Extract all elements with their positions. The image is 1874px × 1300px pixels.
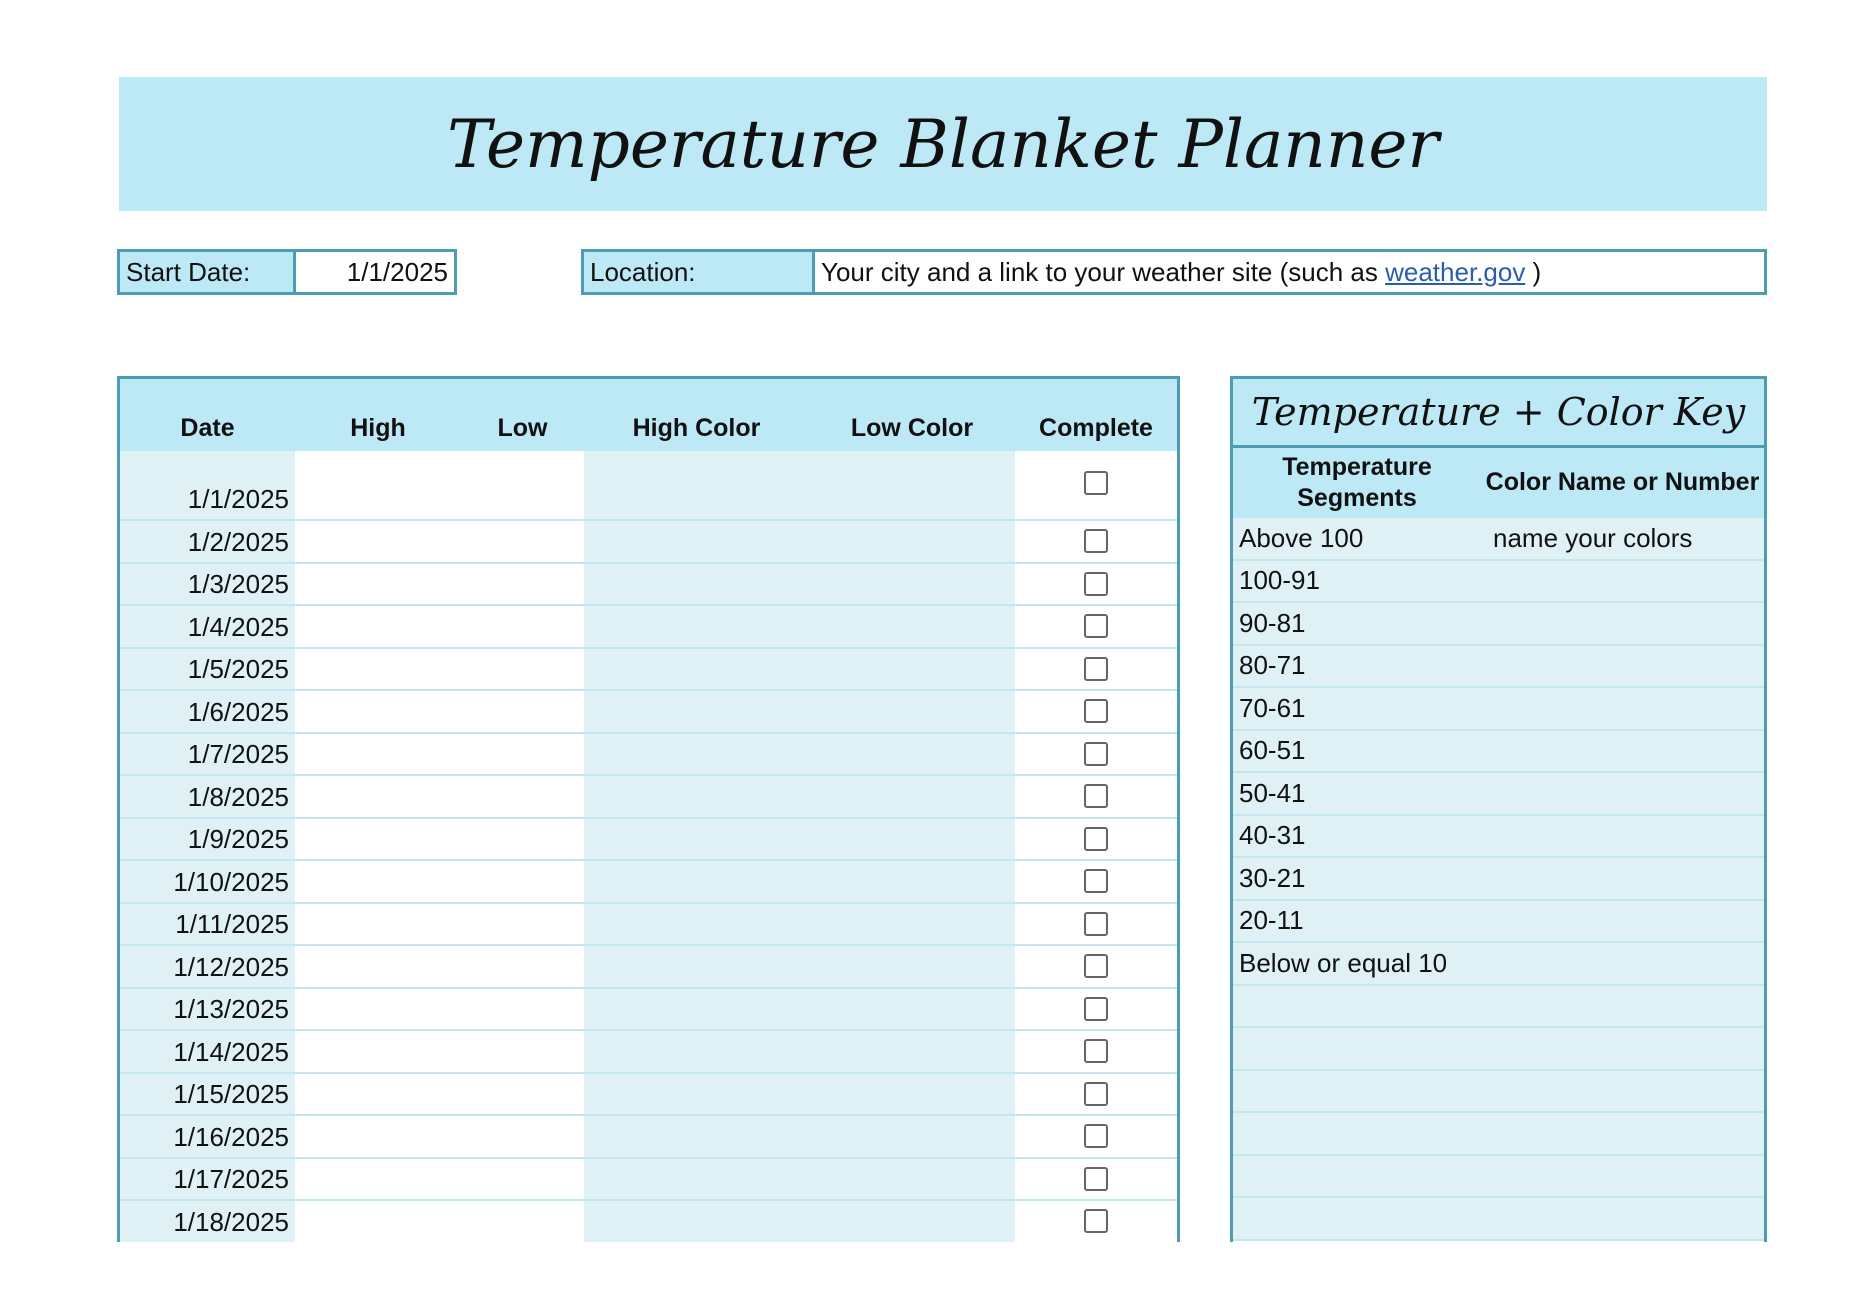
- key-segment-cell[interactable]: 60-51: [1239, 735, 1306, 766]
- key-color-cell[interactable]: [1481, 1113, 1764, 1154]
- high-low-cells[interactable]: [295, 904, 584, 945]
- key-segment-cell[interactable]: Below or equal 10: [1239, 947, 1448, 978]
- color-cells[interactable]: [584, 1116, 1015, 1157]
- color-cells[interactable]: [584, 606, 1015, 647]
- location-field[interactable]: [815, 252, 1764, 292]
- complete-cell: [1015, 1031, 1177, 1072]
- complete-checkbox[interactable]: [1084, 954, 1108, 978]
- table-row: [120, 861, 1177, 904]
- table-row: [120, 521, 1177, 564]
- key-segment-cell[interactable]: Above 100: [1239, 522, 1364, 553]
- key-color-cell[interactable]: [1481, 603, 1764, 644]
- date-cell: 1/16/2025: [120, 1116, 295, 1157]
- complete-cell: [1015, 989, 1177, 1030]
- date-cell: 1/10/2025: [120, 861, 295, 902]
- date-cell: 1/17/2025: [120, 1159, 295, 1200]
- complete-cell: [1015, 776, 1177, 817]
- complete-checkbox[interactable]: [1084, 997, 1108, 1021]
- date-cell: 1/2/2025: [120, 521, 295, 562]
- table-row: [120, 691, 1177, 734]
- color-cells[interactable]: [584, 734, 1015, 775]
- table-row: [120, 451, 1177, 521]
- complete-checkbox[interactable]: [1084, 529, 1108, 553]
- daily-log-table: [117, 376, 1180, 1242]
- header-high-color: High Color: [632, 414, 761, 442]
- table-row: [120, 606, 1177, 649]
- high-low-cells[interactable]: [295, 1116, 584, 1157]
- complete-cell: [1015, 1116, 1177, 1157]
- high-low-cells[interactable]: [295, 521, 584, 562]
- key-color-cell[interactable]: [1481, 816, 1764, 857]
- complete-checkbox[interactable]: [1084, 614, 1108, 638]
- date-cell: 1/1/2025: [120, 451, 295, 519]
- complete-cell: [1015, 904, 1177, 945]
- color-cells[interactable]: [584, 649, 1015, 690]
- start-date-field[interactable]: 1/1/2025: [296, 252, 454, 292]
- date-cell: 1/15/2025: [120, 1074, 295, 1115]
- table-row: [120, 1074, 1177, 1117]
- key-segment-cell[interactable]: 90-81: [1239, 607, 1306, 638]
- complete-checkbox[interactable]: [1084, 1082, 1108, 1106]
- complete-cell: [1015, 691, 1177, 732]
- weather-link[interactable]: weather.gov: [1385, 256, 1526, 287]
- key-row: [1233, 943, 1764, 986]
- log-header-row: [120, 379, 1177, 451]
- complete-checkbox[interactable]: [1084, 1167, 1108, 1191]
- key-segment-cell[interactable]: 20-11: [1239, 905, 1304, 936]
- complete-cell: [1015, 606, 1177, 647]
- table-row: [120, 734, 1177, 777]
- key-row: [1233, 518, 1764, 561]
- location-box: [581, 249, 1767, 295]
- location-label: Location:: [584, 252, 815, 292]
- color-cells[interactable]: [584, 691, 1015, 732]
- key-row: [1233, 561, 1764, 604]
- color-cells[interactable]: [584, 1201, 1015, 1242]
- color-cells[interactable]: [584, 1074, 1015, 1115]
- date-cell: 1/11/2025: [120, 904, 295, 945]
- complete-cell: [1015, 564, 1177, 605]
- key-row: [1233, 986, 1764, 1029]
- key-body: [1233, 518, 1764, 1241]
- high-low-cells[interactable]: [295, 606, 584, 647]
- page-title: Temperature Blanket Planner: [447, 105, 1439, 183]
- complete-cell: [1015, 861, 1177, 902]
- high-low-cells[interactable]: [295, 861, 584, 902]
- complete-checkbox[interactable]: [1084, 912, 1108, 936]
- high-low-cells[interactable]: [295, 734, 584, 775]
- date-cell: 1/6/2025: [120, 691, 295, 732]
- date-cell: 1/18/2025: [120, 1201, 295, 1242]
- complete-checkbox[interactable]: [1084, 1039, 1108, 1063]
- location-text-end: ): [1525, 256, 1542, 287]
- high-low-cells[interactable]: [295, 1074, 584, 1115]
- key-header-color: Color Name or Number: [1485, 468, 1760, 497]
- high-low-cells[interactable]: [295, 649, 584, 690]
- location-text: Your city and a link to your weather site (such as: [821, 256, 1386, 287]
- complete-cell: [1015, 1201, 1177, 1242]
- key-segment-cell[interactable]: [1233, 1156, 1481, 1197]
- key-segment-cell[interactable]: [1233, 1071, 1481, 1112]
- key-row: [1233, 1156, 1764, 1199]
- high-low-cells[interactable]: [295, 1201, 584, 1242]
- key-color-cell[interactable]: [1481, 561, 1764, 602]
- key-row: [1233, 773, 1764, 816]
- key-color-cell[interactable]: [1481, 901, 1764, 942]
- complete-cell: [1015, 451, 1177, 519]
- color-cells[interactable]: [584, 946, 1015, 987]
- date-cell: 1/5/2025: [120, 649, 295, 690]
- table-row: [120, 1031, 1177, 1074]
- table-row: [120, 564, 1177, 607]
- log-body: [120, 451, 1177, 1242]
- key-segment-cell[interactable]: 100-91: [1239, 565, 1320, 596]
- high-low-cells[interactable]: [295, 1159, 584, 1200]
- complete-checkbox[interactable]: [1084, 699, 1108, 723]
- key-color-cell[interactable]: [1481, 731, 1764, 772]
- key-row: [1233, 603, 1764, 646]
- color-cells[interactable]: [584, 819, 1015, 860]
- key-header-row: [1233, 448, 1764, 518]
- title-banner: [119, 77, 1767, 211]
- color-cells[interactable]: [584, 989, 1015, 1030]
- date-cell: 1/12/2025: [120, 946, 295, 987]
- key-color-cell[interactable]: [1481, 986, 1764, 1027]
- color-cells[interactable]: [584, 451, 1015, 519]
- high-low-cells[interactable]: [295, 776, 584, 817]
- key-row: [1233, 1071, 1764, 1114]
- complete-cell: [1015, 1159, 1177, 1200]
- key-color-cell[interactable]: [1481, 688, 1764, 729]
- key-row: [1233, 858, 1764, 901]
- complete-cell: [1015, 734, 1177, 775]
- color-cells[interactable]: [584, 776, 1015, 817]
- complete-checkbox[interactable]: [1084, 827, 1108, 851]
- complete-checkbox[interactable]: [1084, 742, 1108, 766]
- complete-checkbox[interactable]: [1084, 869, 1108, 893]
- color-cells[interactable]: [584, 1159, 1015, 1200]
- complete-checkbox[interactable]: [1084, 657, 1108, 681]
- key-segment-cell[interactable]: 50-41: [1239, 777, 1306, 808]
- key-color-cell[interactable]: [1481, 773, 1764, 814]
- key-color-cell[interactable]: [1481, 1198, 1764, 1239]
- high-low-cells[interactable]: [295, 451, 584, 519]
- key-row: [1233, 816, 1764, 859]
- key-title: Temperature + Color Key: [1233, 379, 1764, 448]
- table-row: [120, 819, 1177, 862]
- color-cells[interactable]: [584, 521, 1015, 562]
- color-cells[interactable]: [584, 904, 1015, 945]
- key-segment-cell[interactable]: 70-61: [1239, 692, 1306, 723]
- key-color-cell[interactable]: [1481, 1028, 1764, 1069]
- date-cell: 1/13/2025: [120, 989, 295, 1030]
- complete-cell: [1015, 1074, 1177, 1115]
- complete-checkbox[interactable]: [1084, 572, 1108, 596]
- high-low-cells[interactable]: [295, 819, 584, 860]
- date-cell: 1/7/2025: [120, 734, 295, 775]
- start-date-box: [117, 249, 457, 295]
- key-row: [1233, 646, 1764, 689]
- header-high: High: [350, 414, 406, 442]
- table-row: [120, 776, 1177, 819]
- header-complete: Complete: [1039, 414, 1153, 442]
- table-row: [120, 1201, 1177, 1242]
- high-low-cells[interactable]: [295, 564, 584, 605]
- key-color-cell[interactable]: [1481, 646, 1764, 687]
- key-color-cell[interactable]: [1481, 1156, 1764, 1197]
- key-segment-cell[interactable]: [1233, 1028, 1481, 1069]
- key-segment-cell[interactable]: [1233, 1198, 1481, 1239]
- table-row: [120, 904, 1177, 947]
- complete-checkbox[interactable]: [1084, 471, 1108, 495]
- key-segment-cell[interactable]: 80-71: [1239, 650, 1306, 681]
- key-row: [1233, 1198, 1764, 1241]
- date-cell: 1/9/2025: [120, 819, 295, 860]
- high-low-cells[interactable]: [295, 946, 584, 987]
- key-segment-cell[interactable]: [1233, 986, 1481, 1027]
- key-segment-cell[interactable]: 40-31: [1239, 820, 1306, 851]
- table-row: [120, 989, 1177, 1032]
- complete-checkbox[interactable]: [1084, 1209, 1108, 1233]
- date-cell: 1/3/2025: [120, 564, 295, 605]
- key-segment-cell[interactable]: 30-21: [1239, 862, 1306, 893]
- high-low-cells[interactable]: [295, 1031, 584, 1072]
- table-row: [120, 1159, 1177, 1202]
- key-color-cell[interactable]: [1481, 943, 1764, 984]
- complete-cell: [1015, 649, 1177, 690]
- color-key-table: [1230, 376, 1767, 1242]
- key-segment-cell[interactable]: [1233, 1113, 1481, 1154]
- key-row: [1233, 688, 1764, 731]
- key-row: [1233, 731, 1764, 774]
- key-color-cell[interactable]: name your colors: [1493, 522, 1693, 553]
- high-low-cells[interactable]: [295, 691, 584, 732]
- color-cells[interactable]: [584, 1031, 1015, 1072]
- table-row: [120, 649, 1177, 692]
- key-color-cell[interactable]: [1481, 1071, 1764, 1112]
- complete-checkbox[interactable]: [1084, 784, 1108, 808]
- complete-cell: [1015, 521, 1177, 562]
- complete-cell: [1015, 946, 1177, 987]
- date-cell: 1/8/2025: [120, 776, 295, 817]
- key-color-cell[interactable]: [1481, 858, 1764, 899]
- header-low-color: Low Color: [850, 414, 974, 442]
- table-row: [120, 946, 1177, 989]
- color-cells[interactable]: [584, 564, 1015, 605]
- key-row: [1233, 901, 1764, 944]
- high-low-cells[interactable]: [295, 989, 584, 1030]
- key-header-segments: Temperature Segments: [1282, 452, 1432, 512]
- date-cell: 1/4/2025: [120, 606, 295, 647]
- start-date-label: Start Date:: [120, 252, 296, 292]
- complete-checkbox[interactable]: [1084, 1124, 1108, 1148]
- key-row: [1233, 1113, 1764, 1156]
- color-cells[interactable]: [584, 861, 1015, 902]
- date-cell: 1/14/2025: [120, 1031, 295, 1072]
- table-row: [120, 1116, 1177, 1159]
- header-low: Low: [497, 414, 548, 442]
- key-row: [1233, 1028, 1764, 1071]
- complete-cell: [1015, 819, 1177, 860]
- header-date: Date: [180, 414, 235, 442]
